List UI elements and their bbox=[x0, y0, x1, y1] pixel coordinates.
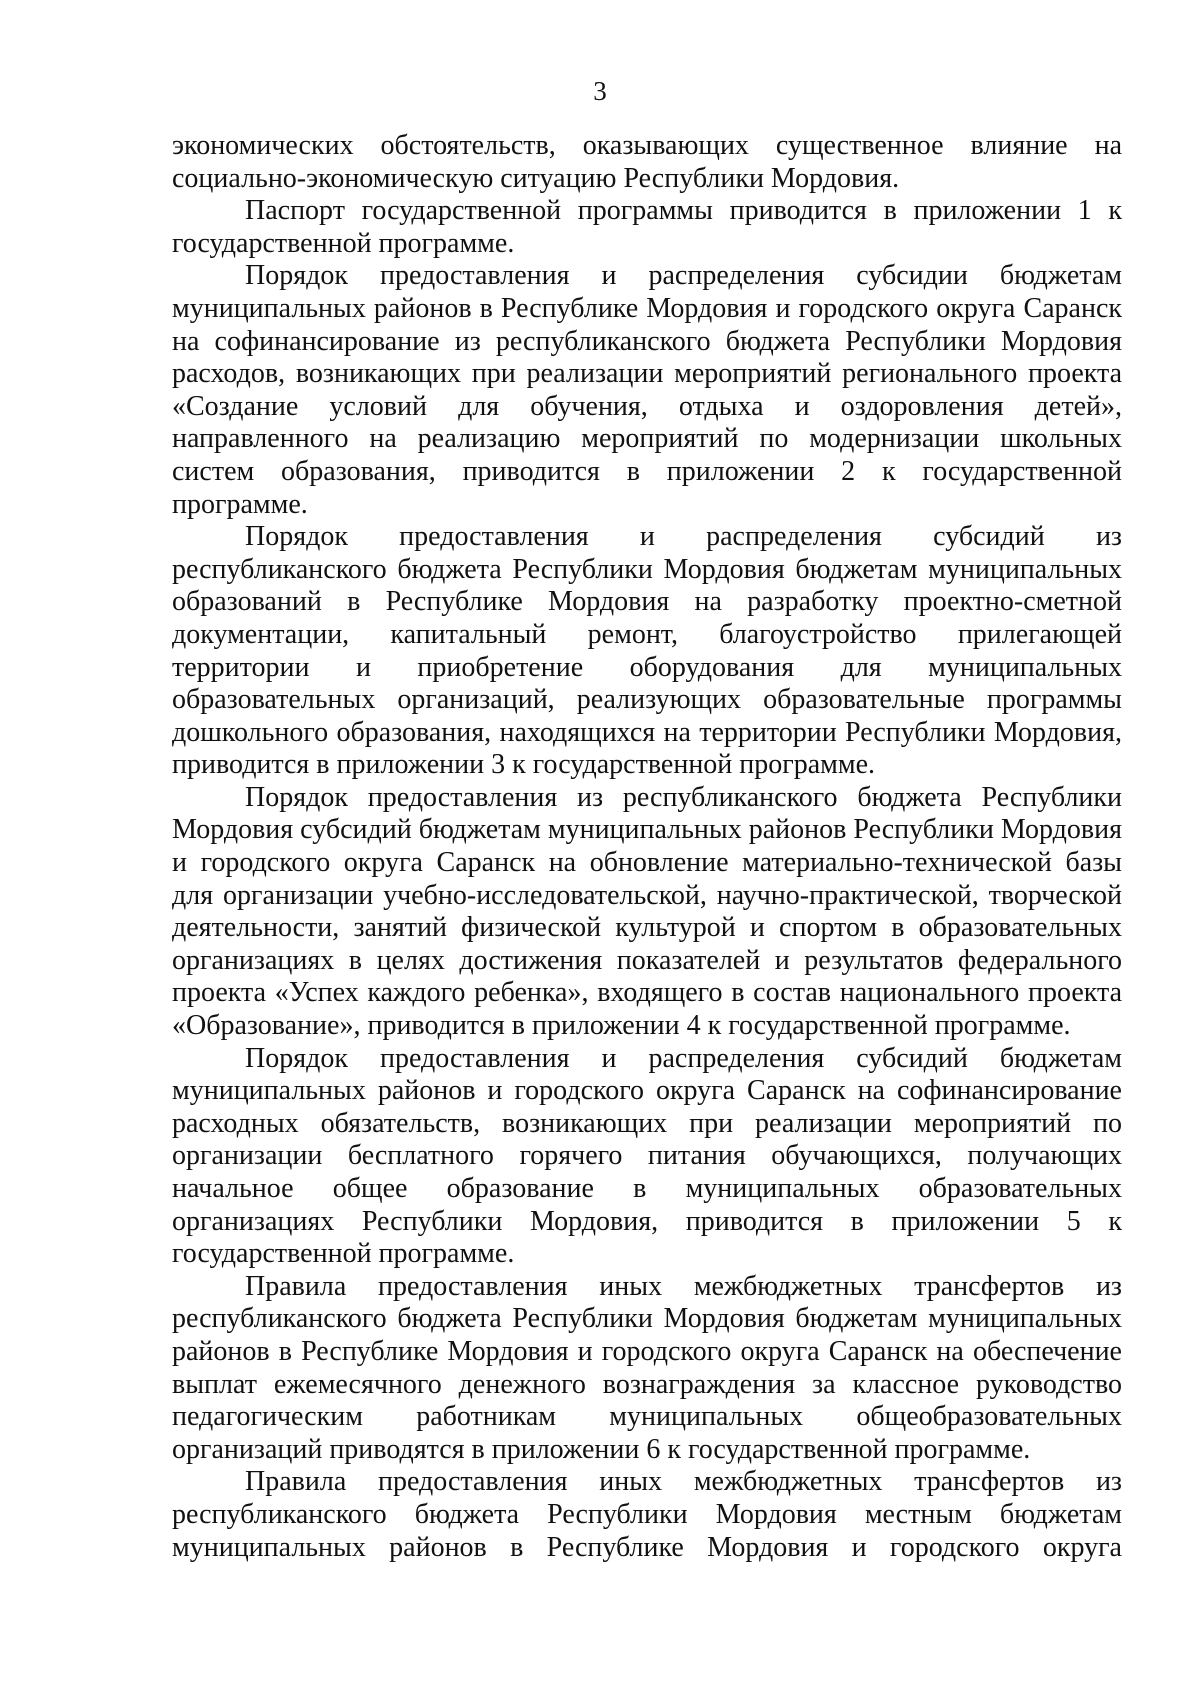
document-body bbox=[172, 130, 1122, 1564]
paragraph-appendix-6: Правила предоставления иных межбюджетных трансфертов из республиканского бюджета Республики Мордовия бюджетам муниципальных районов в Республике Мордовия и городского округа Саранск на обеспечение выплат ежемесячного денежного вознаграждения за классное руководство педагогическим работникам муниципальных общеобразовательных организаций приводятся в приложении 6 к государственной программе. bbox=[172, 1270, 1122, 1465]
paragraph-appendix-3: Порядок предоставления и распределения субсидий из республиканского бюджета Республики Мордовия бюджетам муниципальных образований в Республике Мордовия на разработку проектно-сметной документации, капитальный ремонт, благоустройство прилегающей территории и приобретение оборудования для муниципальных образовательных организаций, реализующих образовательные программы дошкольного образования, находящихся на территории Республики Мордовия, приводится в приложении 3 к государственной программе. bbox=[172, 521, 1122, 781]
paragraph-appendix-5: Порядок предоставления и распределения субсидий бюджетам муниципальных районов и городского округа Саранск на софинансирование расходных обязательств, возникающих при реализации мероприятий по организации бесплатного горячего питания обучающихся, получающих начальное общее образование в муниципальных образовательных организациях Республики Мордовия, приводится в приложении 5 к государственной программе. bbox=[172, 1042, 1122, 1270]
paragraph-continuation: экономических обстоятельств, оказывающих существенное влияние на социально-экономическую ситуацию Республики Мордовия. bbox=[172, 130, 1122, 194]
paragraph-appendix-2: Порядок предоставления и распределения субсидии бюджетам муниципальных районов в Республике Мордовия и городского округа Саранск на софинансирование из республиканского бюджета Республики Мордовия расходов, возникающих при реализации мероприятий регионального проекта «Создание условий для обучения, отдыха и оздоровления детей», направленного на реализацию мероприятий по модернизации школьных систем образования, приводится в приложении 2 к государственной программе. bbox=[172, 260, 1122, 520]
paragraph-passport: Паспорт государственной программы приводится в приложении 1 к государственной программе. bbox=[172, 195, 1122, 259]
paragraph-appendix-4: Порядок предоставления из республиканского бюджета Республики Мордовия субсидий бюджетам муниципальных районов Республики Мордовия и городского округа Саранск на обновление материально-технической базы для организации учебно-исследовательской, научно-практической, творческой деятельности, занятий физической культурой и спортом в образовательных организациях в целях достижения показателей и результатов федерального проекта «Успех каждого ребенка», входящего в состав национального проекта «Образование», приводится в приложении 4 к государственной программе. bbox=[172, 781, 1122, 1042]
paragraph-appendix-7-start: Правила предоставления иных межбюджетных трансфертов из республиканского бюджета Республики Мордовия местным бюджетам муниципальных районов в Республике Мордовия и городского округа bbox=[172, 1466, 1122, 1563]
page-number: 3 bbox=[593, 76, 607, 106]
